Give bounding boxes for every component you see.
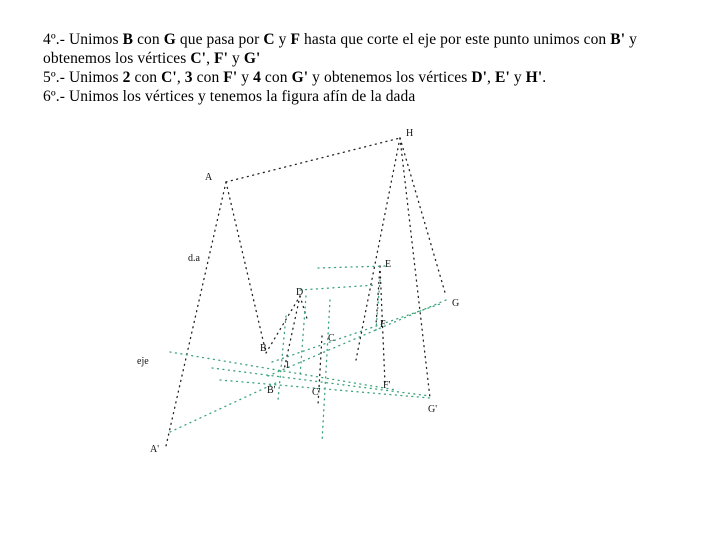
label-Gprime: G' [428, 404, 438, 415]
construction-lines [170, 266, 446, 442]
edge-A-Aprime [166, 182, 226, 446]
label-C: C [328, 333, 335, 344]
label-Bprime: B' [267, 385, 276, 396]
edge-H-Gp [400, 138, 430, 398]
instruction-text-segment: 4 [253, 69, 261, 86]
edge-D-left [284, 296, 300, 370]
edge-E-F [376, 266, 380, 325]
instruction-text-segment: con [192, 69, 224, 86]
label-da: d.a [188, 253, 200, 264]
instruction-text-segment: , [206, 50, 215, 67]
label-Cprime: C' [312, 387, 321, 398]
line-E-G [318, 266, 386, 268]
instruction-text-segment: 4º.- Unimos [43, 31, 123, 48]
instruction-text-segment: , [176, 69, 185, 86]
instruction-text-segment: con [130, 69, 162, 86]
instruction-text-segment: y obtenemos los vértices [308, 69, 472, 86]
instruction-text-segment: C' [190, 50, 207, 67]
label-H: H [406, 128, 414, 139]
line-D-E-top [300, 285, 376, 290]
label-E: E [385, 259, 392, 270]
instruction-text-segment: B' [610, 31, 626, 48]
instruction-text-segment: obtenemos los vértices [43, 50, 191, 67]
instruction-text-segment: C [263, 31, 275, 48]
instruction-text-segment: y [509, 69, 526, 86]
point-labels [137, 128, 459, 455]
edge-H-leftdown [356, 138, 400, 360]
line-C-vert [322, 300, 330, 442]
instruction-text-segment: H' [525, 69, 543, 86]
label-Fprime: F' [383, 380, 391, 391]
instruction-text-segment: G' [291, 69, 309, 86]
instruction-text-segment: . [542, 69, 547, 86]
edge-H-G [400, 138, 446, 296]
label-Aprime: A' [150, 444, 160, 455]
label-F: F [380, 319, 386, 330]
edge-A-H [226, 138, 400, 182]
line-D-vert [300, 296, 306, 376]
label-eje: eje [137, 356, 149, 367]
instruction-text-segment: C' [161, 69, 177, 86]
label-A: A [205, 172, 213, 183]
line-Ap-Bp [170, 382, 278, 432]
instruction-text-segment: G [163, 31, 176, 48]
instruction-text-segment: 6º.- Unimos los vértices y tenemos la figura afín de la dada [43, 88, 416, 105]
instruction-text-segment: G' [243, 50, 261, 67]
instruction-text-segment: , [487, 69, 495, 86]
instruction-text-segment: D' [471, 69, 488, 86]
label-1: 1 [285, 360, 290, 371]
instruction-text-segment: con [133, 31, 164, 48]
instruction-text-segment: hasta que corte el eje por este punto unimos con [300, 31, 611, 48]
label-B: B [260, 343, 267, 354]
line-2-Gp [212, 368, 430, 396]
instruction-text-segment: que pasa por [175, 31, 264, 48]
instruction-text-segment: y [228, 50, 244, 67]
label-G: G [452, 298, 460, 309]
instruction-text-segment: con [260, 69, 292, 86]
line-Bp-Gp [268, 300, 446, 376]
instruction-text-segment: E' [495, 69, 510, 86]
instruction-text-segment: F' [223, 69, 238, 86]
edge-A-B [226, 182, 266, 353]
instruction-text-segment: y [237, 69, 254, 86]
instruction-text-segment: 3 [184, 69, 193, 86]
instruction-text-segment: y [274, 31, 291, 48]
original-figure-lines [166, 138, 446, 446]
label-D: D [296, 287, 304, 298]
instruction-text-segment: B [122, 31, 134, 48]
instruction-text-segment: 5º.- Unimos [43, 69, 123, 86]
instruction-text-segment: F [290, 31, 301, 48]
instruction-text-segment: 2 [122, 69, 131, 86]
instruction-text-segment: y [625, 31, 637, 48]
instruction-text-segment: F' [214, 50, 229, 67]
